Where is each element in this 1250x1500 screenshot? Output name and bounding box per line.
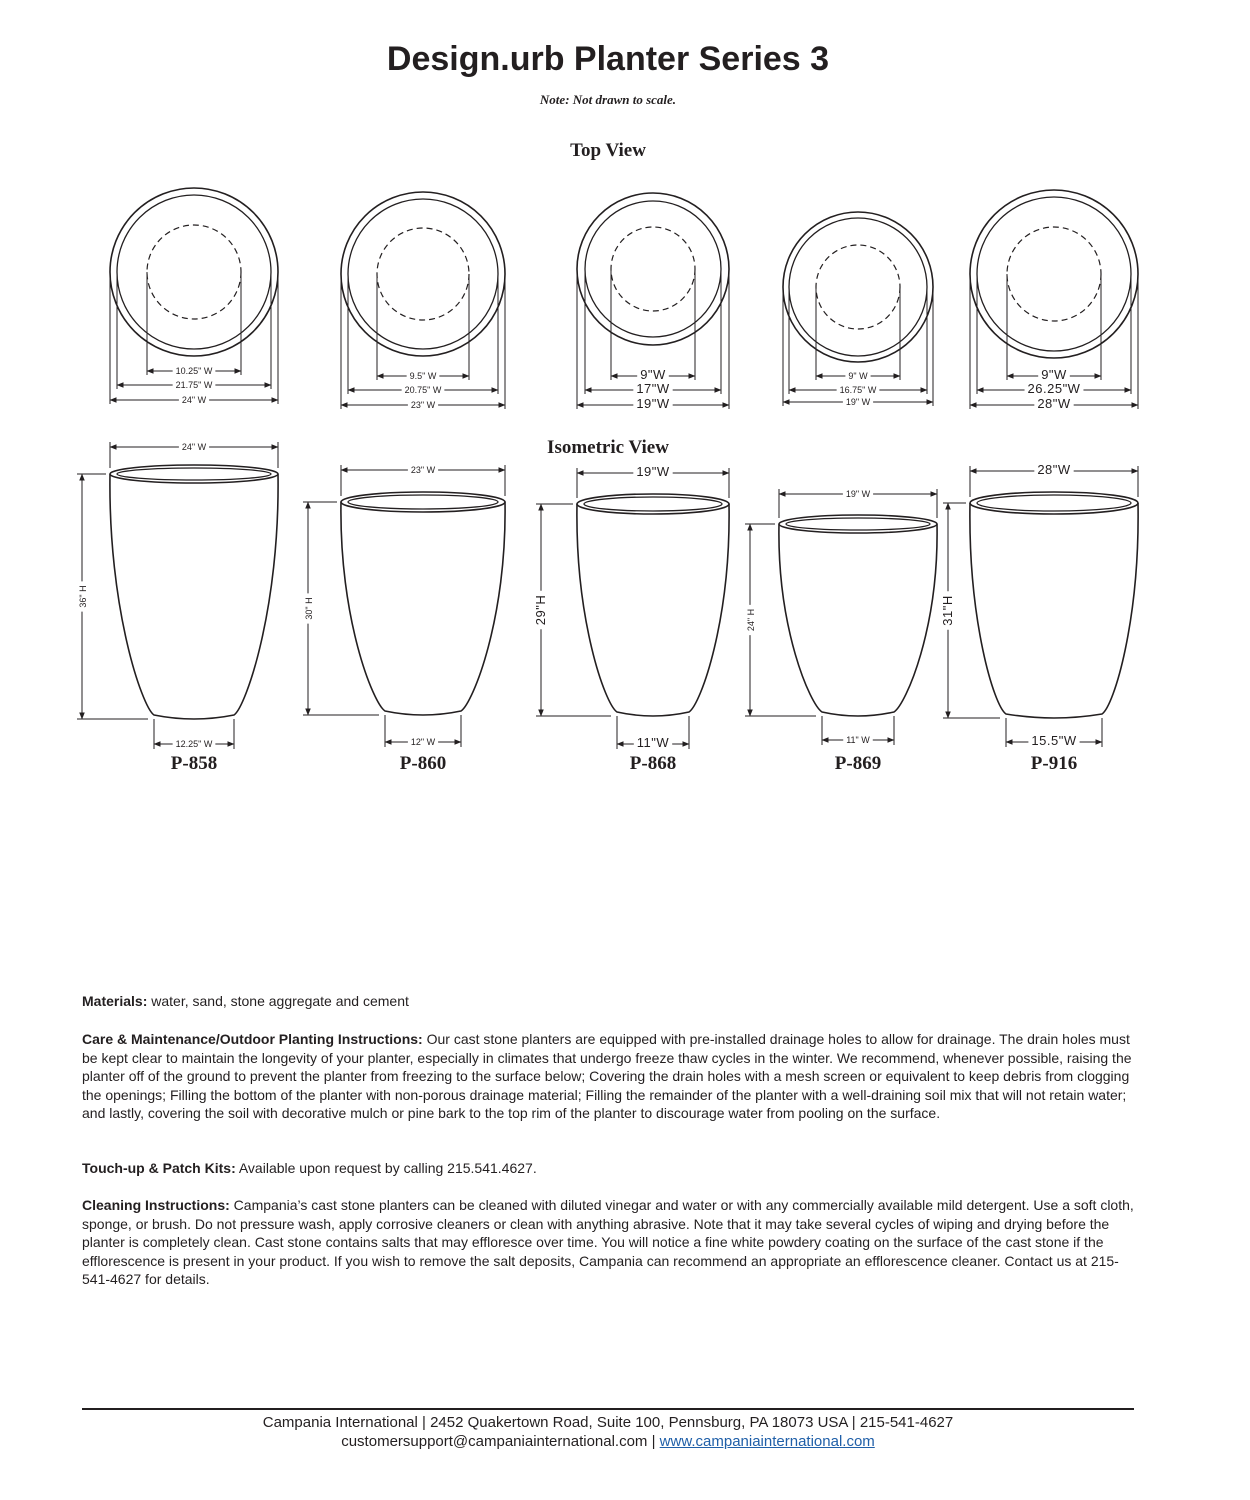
cleaning-paragraph [82, 1196, 1134, 1289]
scale-note: Note: Not drawn to scale. [539, 92, 677, 107]
top-view-heading: Top View [570, 140, 646, 161]
inner-rim [585, 201, 721, 337]
inner-rim [977, 197, 1131, 351]
top-view-3 [577, 193, 729, 411]
iso-height-dim-label: 29"H [533, 594, 548, 626]
outer-rim [970, 190, 1138, 358]
top-view-5 [970, 190, 1138, 411]
top-dim-0-label: 9"W [640, 367, 666, 382]
planter-body [110, 474, 278, 719]
footer-divider [82, 1408, 1134, 1410]
materials-text: water, sand, stone aggregate and cement [147, 993, 409, 1009]
website-link[interactable]: www.campaniainternational.com [659, 1433, 875, 1450]
outer-rim [577, 193, 729, 345]
iso-height-dim-label: 31"H [940, 595, 955, 626]
materials-paragraph [82, 992, 1134, 1011]
isometric-view-1 [77, 442, 278, 774]
iso-base-dim-label: 15.5"W [1031, 733, 1077, 748]
top-dim-0-label: 10.25" W [175, 366, 213, 376]
outer-rim [110, 188, 278, 356]
footer-contact [0, 1433, 1216, 1450]
outer-rim [783, 212, 933, 362]
iso-top-dim-label: 23" W [410, 465, 436, 475]
care-text: Our cast stone planters are equipped with pre-installed drainage holes to allow for drainage. The drain holes must be kept clear to maintain the longevity of your planter, especially in climates that undergo freeze thaw cycles in the winter. We recommend, whenever possible, raising the planter off of the ground to prevent the planter from freezing to the surface below; Covering the drain holes with a mesh screen or equivalent to keep debris from clogging the openings; Filling the bottom of the planter with non-porous drainage material; Filling the remainder of the planter with a well-draining soil mix that will not retain water; and lastly, covering the soil with decorative mulch or pine bark to the top rim of the planter to discourage water from pooling on the surface. [82, 1031, 1132, 1121]
iso-base-dim-label: 11" W [846, 735, 870, 745]
top-view-2 [341, 192, 505, 410]
iso-base-dim-label: 12.25" W [175, 739, 213, 749]
model-number: P-858 [170, 753, 218, 774]
model-number: P-860 [399, 753, 447, 774]
model-number: P-916 [1030, 753, 1078, 774]
isometric-view-5 [940, 462, 1138, 774]
footer-address: Campania International | 2452 Quakertown Road, Suite 100, Pennsburg, PA 18073 USA | 215-541-4627 [262, 1414, 954, 1431]
top-view-4 [783, 212, 933, 407]
top-dim-1-label: 17"W [636, 381, 670, 396]
planter-body [779, 524, 937, 716]
planter-body [577, 504, 729, 716]
base-outline [816, 245, 900, 329]
materials-label: Materials: [82, 993, 148, 1009]
iso-top-dim-label: 24" W [181, 442, 207, 452]
top-dim-1-label: 16.75" W [839, 385, 877, 395]
iso-top-dim-label: 19"W [636, 464, 670, 479]
isometric-view-heading: Isometric View [547, 437, 669, 458]
top-dim-0-label: 9"W [1041, 367, 1067, 382]
outer-rim [341, 192, 505, 356]
planter-body [970, 503, 1138, 718]
isometric-view-3 [533, 464, 729, 774]
top-dim-2-label: 19" W [845, 397, 871, 407]
iso-height-dim-label: 24" H [746, 608, 756, 632]
top-dim-2-label: 24" W [181, 395, 207, 405]
iso-height-dim-label: 30" H [304, 597, 314, 620]
top-dim-1-label: 26.25"W [1027, 381, 1081, 396]
top-dim-1-label: 20.75" W [404, 385, 442, 395]
base-outline [377, 228, 469, 320]
iso-base-dim-label: 12" W [410, 737, 436, 747]
touchup-label: Touch-up & Patch Kits: [82, 1160, 236, 1176]
top-view-1 [110, 188, 278, 405]
cleaning-label: Cleaning Instructions: [82, 1197, 230, 1213]
iso-base-dim-label: 11"W [636, 735, 670, 750]
top-dim-2-label: 19"W [636, 396, 670, 411]
top-dim-2-label: 28"W [1037, 396, 1071, 411]
cleaning-text: Campania’s cast stone planters can be cleaned with diluted vinegar and water or with any commercially available mild detergent. Use a soft cloth, sponge, or brush. Do not pressure wash, apply corrosive cleaners or clean with anything abrasive. Note that it may take several cycles of wiping and drying before the planter is completely clean. Cast stone contains salts that may effloresce over time. You will notice a fine white powdery coating on the surface of the cast stone if the efflorescence is present in your product. If you wish to remove the salt deposits, Campania can recommend an appropriate an efflorescence cleaner. Contact us at 215-541-4627 for details. [82, 1197, 1134, 1287]
model-number: P-868 [629, 753, 677, 774]
top-dim-0-label: 9" W [848, 371, 868, 381]
top-dim-0-label: 9.5" W [409, 371, 437, 381]
base-outline [1007, 227, 1101, 321]
iso-height-dim-label: 36" H [78, 585, 88, 608]
touchup-paragraph [82, 1159, 1134, 1178]
isometric-view-2 [303, 465, 505, 774]
top-dim-1-label: 21.75" W [175, 380, 213, 390]
iso-top-dim-label: 19" W [845, 489, 871, 499]
inner-rim [117, 195, 271, 349]
planter-body [341, 502, 505, 715]
touchup-text: Available upon request by calling 215.541.4627. [235, 1160, 537, 1176]
care-label: Care & Maintenance/Outdoor Planting Instructions: [82, 1031, 423, 1047]
base-outline [147, 225, 241, 319]
page-title: Design.urb Planter Series 3 [386, 40, 830, 78]
care-paragraph [82, 1030, 1134, 1123]
base-outline [611, 227, 695, 311]
model-number: P-869 [834, 753, 882, 774]
top-dim-2-label: 23" W [410, 400, 436, 410]
iso-top-dim-label: 28"W [1037, 462, 1071, 477]
footer-email: customersupport@campaniainternational.com | [341, 1433, 660, 1450]
inner-rim [348, 199, 498, 349]
isometric-view-4 [745, 489, 937, 774]
inner-rim [789, 218, 927, 356]
